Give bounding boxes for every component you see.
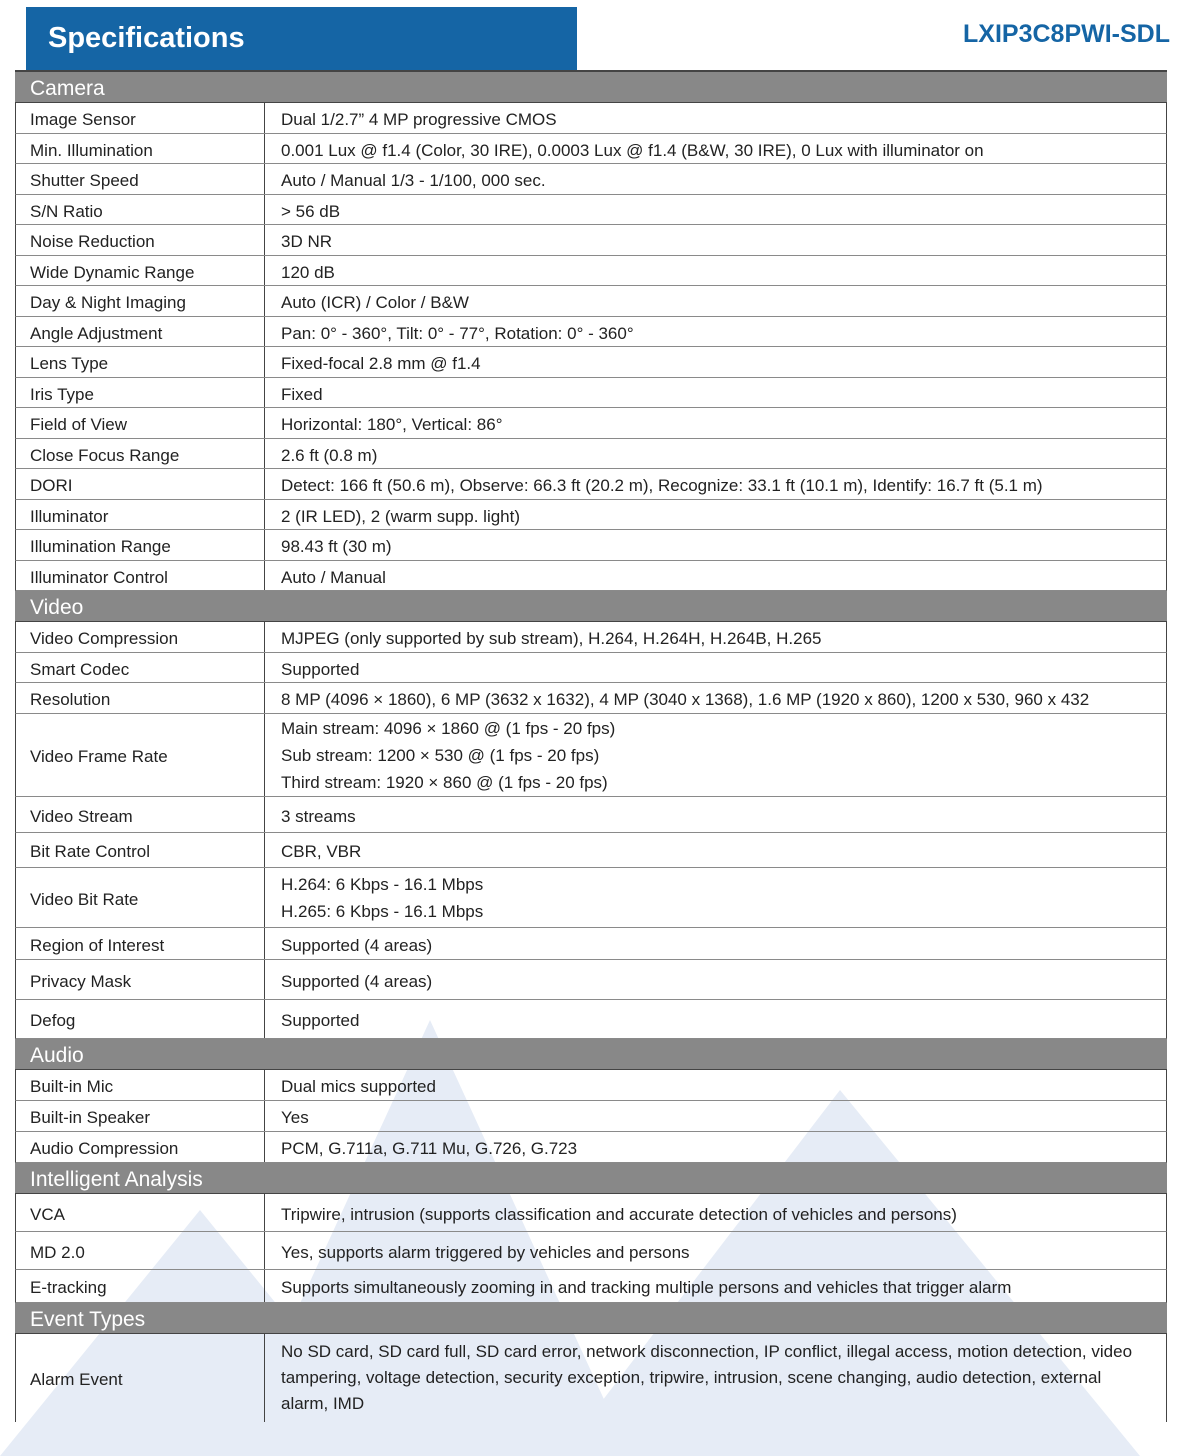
table-row [15,103,1167,134]
row-value: 120 dB [281,262,335,282]
row-label: Bit Rate Control [16,833,265,867]
row-label: Image Sensor [16,103,265,133]
row-label: Video Compression [16,622,265,652]
table-row [15,1070,1167,1101]
table-row [15,530,1167,561]
row-value: Yes, supports alarm triggered by vehicles and persons [281,1242,690,1262]
row-value: 98.43 ft (30 m) [281,537,392,556]
table-row [15,1132,1167,1163]
table-row [15,653,1167,683]
table-row [15,286,1167,317]
row-value: PCM, G.711a, G.711 Mu, G.726, G.723 [281,1139,578,1158]
row-label: E-tracking [16,1270,265,1302]
row-value: Dual 1/2.7” 4 MP progressive CMOS [281,110,557,129]
section-header-video: Video [15,591,1167,622]
row-label: Field of View [16,408,265,438]
table-row [15,868,1167,928]
table-row [15,960,1167,1000]
row-value: MJPEG (only supported by sub stream), H.264, H.264H, H.264B, H.265 [281,629,822,648]
row-label: Lens Type [16,347,265,377]
row-value: 0.001 Lux @ f1.4 (Color, 30 IRE), 0.0003 Lux @ f1.4 (B&W, 30 IRE), 0 Lux with illuminator on [281,140,984,160]
row-value: Auto / Manual 1/3 - 1/100, 000 sec. [281,171,546,190]
table-row [15,1194,1167,1232]
section-header-camera: Camera [15,72,1167,103]
table-row [15,164,1167,195]
table-row [15,408,1167,439]
row-value [265,714,1166,796]
row-label: Resolution [16,683,265,713]
table-row [15,134,1167,164]
section-header-audio: Audio [15,1039,1167,1070]
value-line: Third stream: 1920 × 860 @ (1 fps - 20 fps) [281,772,608,792]
row-value: 8 MP (4096 × 1860), 6 MP (3632 x 1632), 4 MP (3040 x 1368), 1.6 MP (1920 x 860), 1200 x 530, 960 x 432 [281,690,1090,709]
row-label: S/N Ratio [16,195,265,224]
row-label: MD 2.0 [16,1232,265,1269]
row-value: > 56 dB [281,201,341,221]
row-label: Alarm Event [16,1334,265,1422]
row-value: Auto (ICR) / Color / B&W [281,293,469,312]
row-value: 2.6 ft (0.8 m) [281,445,378,465]
table-row [15,561,1167,591]
row-label: Illuminator [16,500,265,529]
row-label: Noise Reduction [16,225,265,255]
row-value: Tripwire, intrusion (supports classification and accurate detection of vehicles and persons) [281,1204,957,1224]
row-label: Defog [16,1000,265,1038]
page-title: Specifications [26,7,577,70]
row-value: 3 streams [281,806,356,826]
model-number: LXIP3C8PWI-SDL [963,20,1170,48]
row-value: Horizontal: 180°, Vertical: 86° [281,415,503,434]
table-row [15,256,1167,286]
table-row [15,195,1167,225]
table-row [15,1334,1167,1422]
row-label: Smart Codec [16,653,265,682]
value-line: H.265: 6 Kbps - 16.1 Mbps [281,901,484,921]
row-label: Privacy Mask [16,960,265,999]
row-value: Detect: 166 ft (50.6 m), Observe: 66.3 ft (20.2 m), Recognize: 33.1 ft (10.1 m), Identify: 16.7 ft (5.1 m) [281,476,1043,495]
row-value: Supported [281,659,360,679]
row-value: Dual mics supported [281,1077,436,1096]
section-header-intelligent-analysis: Intelligent Analysis [15,1163,1167,1194]
row-value: 3D NR [281,232,333,251]
row-label: DORI [16,469,265,499]
table-row [15,1101,1167,1132]
row-label: Shutter Speed [16,164,265,194]
table-row [15,833,1167,868]
row-label: Iris Type [16,378,265,407]
value-line: Sub stream: 1200 × 530 @ (1 fps - 20 fps) [281,745,600,765]
table-row [15,317,1167,347]
table-row [15,1232,1167,1270]
row-label: Video Bit Rate [16,868,265,927]
row-value: 2 (IR LED), 2 (warm supp. light) [281,506,521,526]
row-label: Min. Illumination [16,134,265,163]
row-value: Supported (4 areas) [281,935,433,955]
row-value: Yes [281,1108,309,1127]
table-row [15,683,1167,714]
row-label: Video Stream [16,797,265,832]
row-value: Supports simultaneously zooming in and tracking multiple persons and vehicles that trigger alarm [281,1278,1012,1297]
table-row [15,1270,1167,1303]
value-line: H.264: 6 Kbps - 16.1 Mbps [281,874,484,894]
row-value: Auto / Manual [281,567,386,587]
row-label: VCA [16,1194,265,1231]
row-label: Video Frame Rate [16,714,265,796]
row-label: Illumination Range [16,530,265,560]
row-value [265,868,1166,927]
row-value: No SD card, SD card full, SD card error, network disconnection, IP conflict, illegal access, motion detection, video tampering, voltage detection, security exception, tripwire, intrusion, scene changing, audio detection, external alarm, IMD [281,1342,1133,1413]
value-line: Main stream: 4096 × 1860 @ (1 fps - 20 fps) [281,718,616,738]
table-row [15,797,1167,833]
row-label: Day & Night Imaging [16,286,265,316]
table-row [15,439,1167,469]
row-value: Pan: 0° - 360°, Tilt: 0° - 77°, Rotation: 0° - 360° [281,323,634,343]
row-label: Wide Dynamic Range [16,256,265,285]
table-row [15,928,1167,960]
table-row [15,714,1167,797]
row-label: Built-in Mic [16,1070,265,1100]
table-row [15,347,1167,378]
row-label: Audio Compression [16,1132,265,1162]
table-row [15,622,1167,653]
row-value: Supported [281,1011,360,1030]
row-value: Fixed [281,384,323,404]
spec-table [15,70,1167,1422]
row-value: CBR, VBR [281,842,362,861]
row-value: Fixed-focal 2.8 mm @ f1.4 [281,354,481,373]
row-label: Close Focus Range [16,439,265,468]
table-row [15,378,1167,408]
table-row [15,225,1167,256]
table-row [15,500,1167,530]
row-label: Built-in Speaker [16,1101,265,1131]
row-label: Illuminator Control [16,561,265,590]
row-label: Region of Interest [16,928,265,959]
table-row [15,469,1167,500]
section-header-event-types: Event Types [15,1303,1167,1334]
table-row [15,1000,1167,1039]
row-label: Angle Adjustment [16,317,265,346]
row-value: Supported (4 areas) [281,971,433,991]
